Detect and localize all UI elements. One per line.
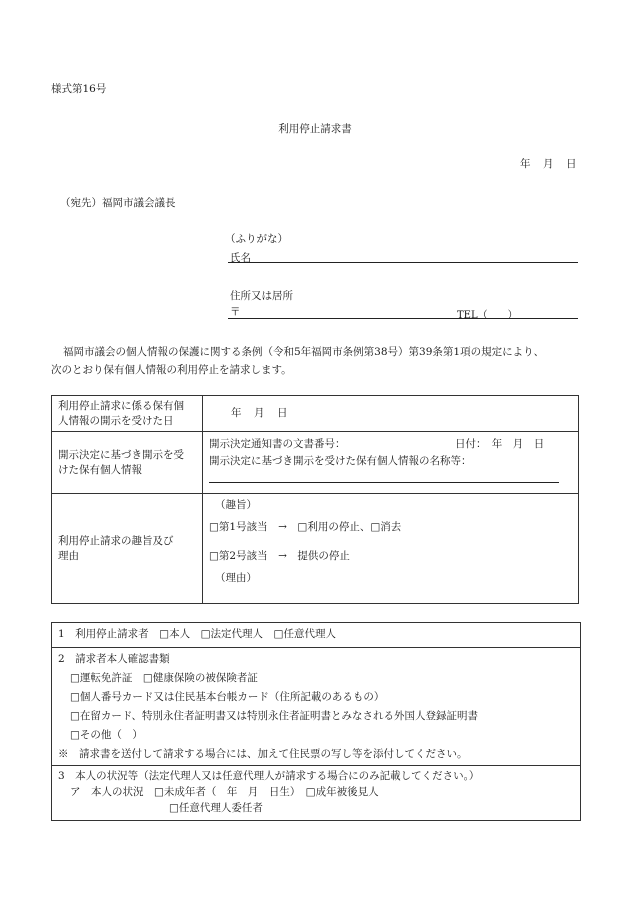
label-line: 利用停止請求に係る保有個 [58,399,184,412]
field-disclosed-info[interactable] [203,432,579,494]
label-purport-reason [52,494,203,604]
purport-heading: （趣旨） [215,499,257,511]
intro-line-1: 福岡市議会の個人情報の保護に関する条例（令和5年福岡市条例第38号）第39条第1項の規定により、 [63,346,545,358]
status-options[interactable]: ア 本人の状況 □未成年者（ 年 月 日生） □成年被後見人 [70,786,379,798]
item1-checkbox[interactable]: □第1号該当 → □利用の停止、□消去 [209,521,402,533]
label-line: 理由 [58,549,79,562]
postal-mark: 〒 [230,306,241,318]
request-table [51,395,579,604]
section-id-documents [52,648,580,766]
id-docs-note: ※ 請求書を送付して請求する場合には、加えて住民票の写し等を添付してください。 [58,748,468,760]
label-disclosed-info [52,432,203,494]
name-label: 氏名 [230,252,251,264]
status-option-proxy[interactable]: □任意代理人委任者 [169,802,263,814]
address-field[interactable] [228,318,578,319]
tel-label: TEL（ ） [457,310,518,321]
doc-number-label: 開示決定通知書の文書番号： [209,438,346,450]
label-line: けた保有個人情報 [58,463,142,476]
form-title: 利用停止請求書 [278,123,352,135]
section-principal-status [52,766,580,820]
requester-options[interactable]: 1 利用停止請求者 □本人 □法定代理人 □任意代理人 [58,628,336,640]
reason-heading: （理由） [215,572,257,584]
date-line[interactable]: 年 月 日 [520,158,578,170]
row-disclosure-date [52,396,579,432]
info-name-label: 開示決定に基づき開示を受けた保有個人情報の名称等： [209,455,472,467]
field-purport-reason[interactable] [203,494,579,604]
id-doc-option[interactable]: □その他（ ） [70,729,143,741]
label-disclosure-date [52,396,203,432]
field-disclosure-date[interactable] [203,396,579,432]
section-requester [52,623,580,648]
disclosure-date-value: 年 月 日 [231,407,289,419]
id-doc-option[interactable]: □在留カード、特別永住者証明書又は特別永住者証明書とみなされる外国人登録証明書 [70,710,478,722]
label-line: 利用停止請求の趣旨及び [58,534,174,547]
item2-checkbox[interactable]: □第2号該当 → 提供の停止 [209,550,350,562]
name-field[interactable] [228,262,578,263]
id-docs-heading: 2 請求者本人確認書類 [58,653,170,665]
address-label: 住所又は居所 [230,290,293,302]
id-doc-option[interactable]: □個人番号カード又は住民基本台帳カード（住所記載のあるもの） [70,691,385,703]
furigana-label: （ふりがな） [225,233,288,245]
requester-table [51,622,581,821]
addressee: （宛先）福岡市議会議長 [60,197,176,209]
label-line: 開示決定に基づき開示を受 [58,448,184,461]
id-doc-option[interactable]: □運転免許証 □健康保険の被保険者証 [70,672,258,684]
status-heading: 3 本人の状況等（法定代理人又は任意代理人が請求する場合にのみ記載してください。） [58,770,480,782]
label-line: 人情報の開示を受けた日 [58,414,174,427]
row-disclosed-info [52,432,579,494]
intro-line-2: 次のとおり保有個人情報の利用停止を請求します。 [51,364,292,376]
row-purport-reason [52,494,579,604]
info-name-field[interactable] [209,482,559,483]
form-number: 様式第16号 [51,83,107,95]
doc-date-label: 日付： 年 月 日 [455,438,545,450]
